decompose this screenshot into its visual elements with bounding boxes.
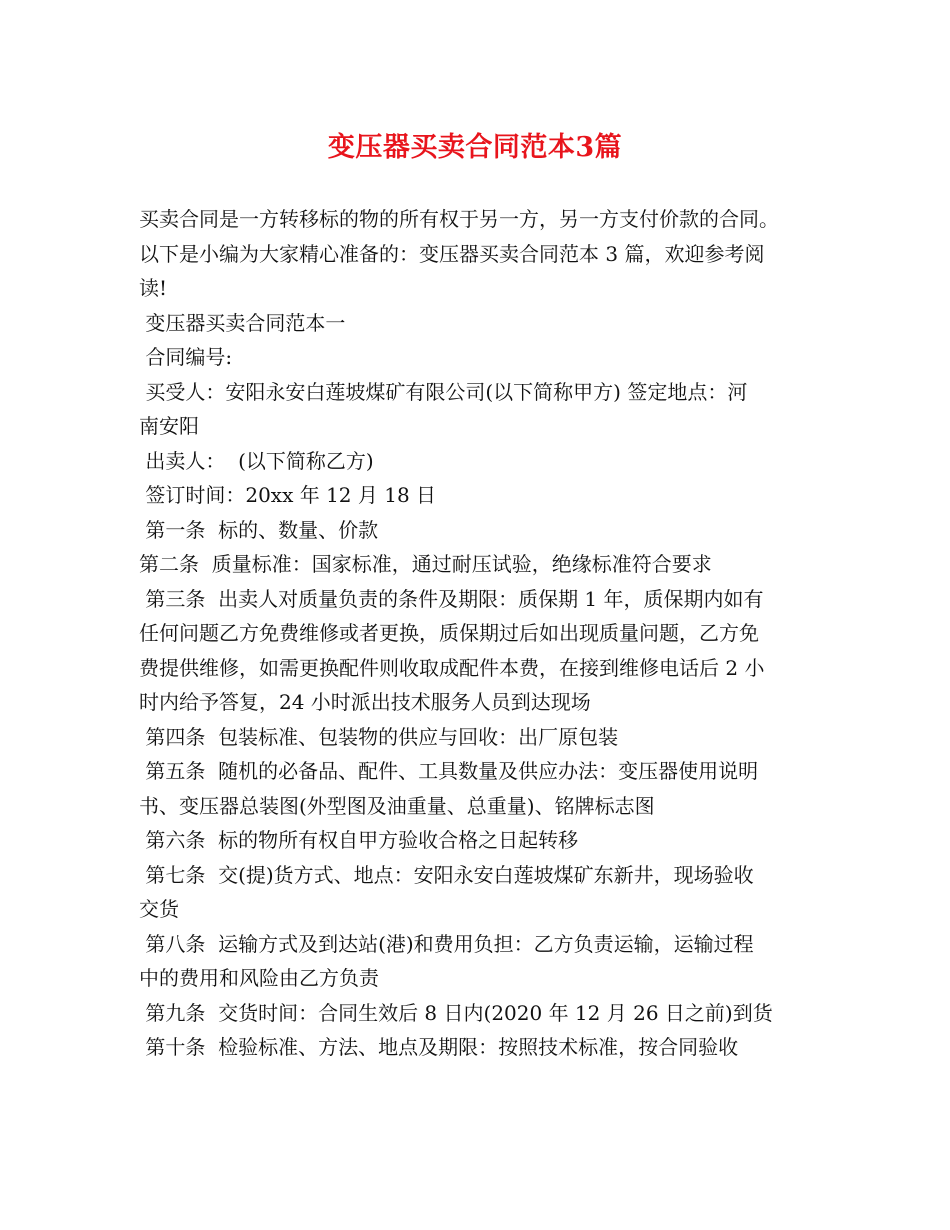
seller-line: 出卖人： (以下简称乙方): [139, 448, 374, 473]
signing-date-line: 签订时间：20xx 年 12 月 18 日: [139, 483, 437, 507]
text-line: 任何问题乙方免费维修或者更换，质保期过后如出现质量问题，乙方免: [139, 621, 759, 645]
text-line: 买卖合同是一方转移标的物的所有权于另一方，另一方支付价款的合同。: [139, 207, 779, 231]
text-line: 读!: [139, 276, 168, 300]
text-line: 南安阳: [139, 414, 199, 438]
buyer-line: 买受人：安阳永安白莲坡煤矿有限公司(以下简称甲方) 签定地点：河: [139, 379, 748, 404]
article-2: 第二条 质量标准：国家标准，通过耐压试验，绝缘标准符合要求: [139, 552, 712, 576]
article-10: 第十条 检验标准、方法、地点及期限：按照技术标准，按合同验收: [139, 1035, 739, 1059]
text-line: 费提供维修，如需更换配件则收取成配件本费，在接到维修电话后 2 小: [139, 655, 765, 680]
article-3: 第三条 出卖人对质量负责的条件及期限：质保期 1 年，质保期内如有: [139, 586, 764, 611]
contract-number-line: 合同编号:: [139, 345, 233, 369]
text-line: 交货: [139, 897, 179, 921]
text-line: 时内给予答复，24 小时派出技术服务人员到达现场: [139, 690, 591, 714]
article-1: 第一条 标的、数量、价款: [139, 517, 379, 542]
article-6: 第六条 标的物所有权自甲方验收合格之日起转移: [139, 828, 579, 852]
text-line: 中的费用和风险由乙方负责: [139, 966, 379, 990]
article-4: 第四条 包装标准、包装物的供应与回收：出厂原包装: [139, 724, 619, 749]
article-5: 第五条 随机的必备品、配件、工具数量及供应办法：变压器使用说明: [139, 759, 759, 783]
document-title: 变压器买卖合同范本3篇: [327, 132, 623, 163]
document-body: [139, 202, 819, 1065]
text-line: 以下是小编为大家精心准备的：变压器买卖合同范本 3 篇，欢迎参考阅: [139, 241, 765, 266]
text-line: 书、变压器总装图(外型图及油重量、总重量)、铭牌标志图: [139, 793, 655, 818]
article-7: 第七条 交(提)货方式、地点：安阳永安白莲坡煤矿东新井，现场验收: [139, 862, 754, 887]
article-8: 第八条 运输方式及到达站(港)和费用负担：乙方负责运输，运输过程: [139, 931, 754, 956]
article-9: 第九条 交货时间：合同生效后 8 日内(2020 年 12 月 26 日之前)到货: [139, 1000, 773, 1025]
section-heading: 变压器买卖合同范本一: [139, 310, 346, 335]
